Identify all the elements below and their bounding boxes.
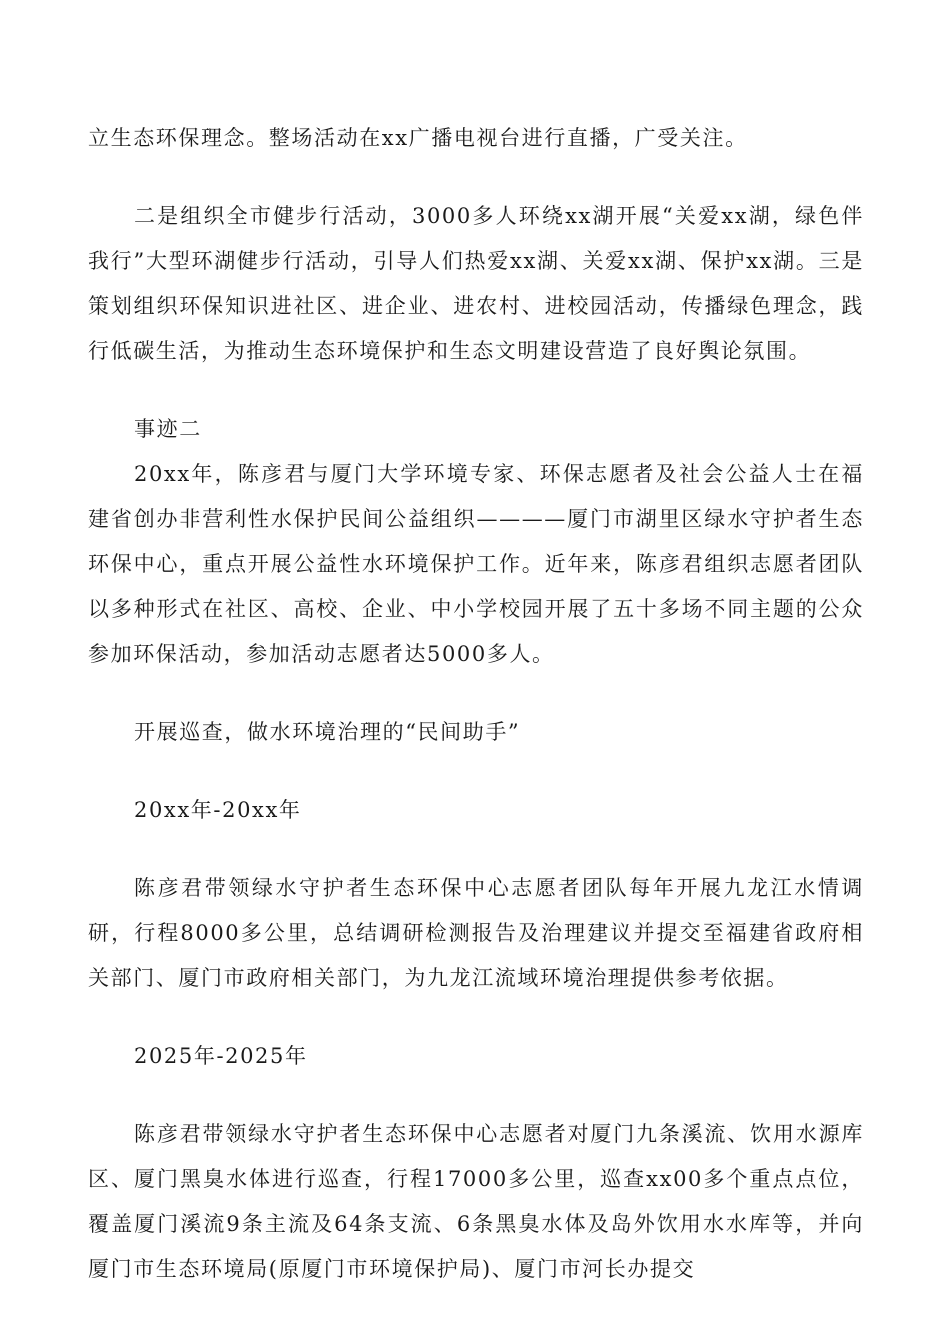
section-heading-deed-two: 事迹二: [134, 417, 202, 441]
paragraph-gap: [88, 833, 864, 866]
paragraph-7: 陈彦君带领绿水守护者生态环保中心志愿者团队每年开展九龙江水情调研，行程8000多公里，总结调研检测报告及治理建议并提交至福建省政府相关部门、厦门市政府相关部门，为九龙江流域环境治理提供参考依据。: [88, 876, 864, 990]
paragraph-gap: [88, 161, 864, 194]
paragraph-9: 陈彦君带领绿水守护者生态环保中心志愿者对厦门九条溪流、饮用水源库区、厦门黑臭水体进行巡查，行程17000多公里，巡查xx00多个重点点位，覆盖厦门溪流9条主流及64条支流、6条黑臭水体及岛外饮用水水库等，并向厦门市生态环境局(原厦门市环境保护局)、厦门市河长办提交: [88, 1122, 864, 1281]
paragraph-4: 20xx年，陈彦君与厦门大学环境专家、环保志愿者及社会公益人士在福建省创办非营利性水保护民间公益组织————厦门市湖里区绿水守护者生态环保中心，重点开展公益性水环境保护工作。近年来，陈彦君组织志愿者团队以多种形式在社区、高校、企业、中小学校园开展了五十多场不同主题的公众参加环保活动，参加活动志愿者达5000多人。: [88, 462, 864, 666]
subheading-patrol: 开展巡查，做水环境治理的“民间助手”: [134, 720, 521, 744]
paragraph-gap: [88, 1001, 864, 1034]
paragraph-gap: [88, 374, 864, 407]
paragraph-1: 立生态环保理念。整场活动在xx广播电视台进行直播，广受关注。: [88, 126, 748, 150]
paragraph-gap: [88, 755, 864, 788]
paragraph-2: 二是组织全市健步行活动，3000多人环绕xx湖开展“关爱xx湖，绿色伴我行”大型环湖健步行活动，引导人们热爱xx湖、关爱xx湖、保护xx湖。三是策划组织环保知识进社区、进企业、进农村、进校园活动，传播绿色理念，践行低碳生活，为推动生态环境保护和生态文明建设营造了良好舆论氛围。: [88, 204, 864, 363]
date-range-2: 2025年-2025年: [134, 1044, 308, 1068]
date-range-1: 20xx年-20xx年: [134, 798, 302, 822]
paragraph-gap: [88, 677, 864, 710]
paragraph-gap: [88, 1079, 864, 1112]
document-page: [88, 116, 864, 1292]
